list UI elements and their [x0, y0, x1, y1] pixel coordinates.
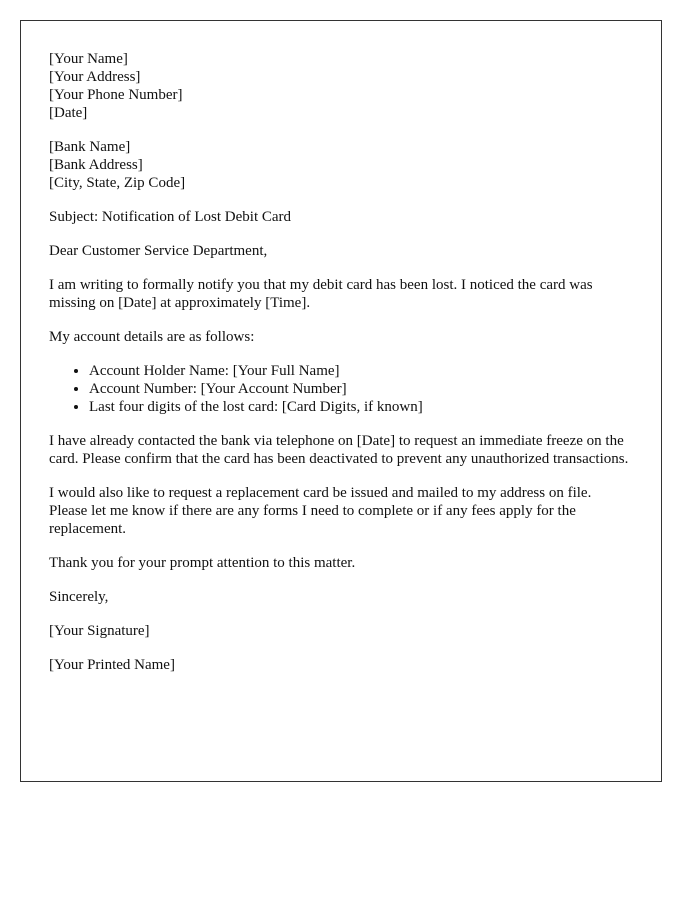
salutation: Dear Customer Service Department,	[49, 243, 268, 259]
letter-page	[20, 20, 662, 782]
printed-name-placeholder: [Your Printed Name]	[49, 657, 175, 673]
closing: Sincerely,	[49, 589, 109, 605]
intro-paragraph: I am writing to formally notify you that my debit card has been lost. I noticed the card was missing on [Date] at approximately [Time].	[49, 277, 593, 311]
bank-city-state-zip: [City, State, Zip Code]	[49, 175, 186, 191]
sender-address: [Your Address]	[49, 69, 141, 85]
freeze-paragraph: I have already contacted the bank via telephone on [Date] to request an immediate freeze on the card. Please confirm that the card has been deactivated to prevent any unauthorized transactions.	[49, 433, 629, 467]
signature-placeholder: [Your Signature]	[49, 623, 150, 639]
bank-address: [Bank Address]	[49, 157, 143, 173]
account-details-list	[49, 362, 633, 416]
sender-block	[49, 50, 633, 122]
card-digits-item: • Last four digits of the lost card: [Card Digits, if known]	[89, 398, 633, 416]
letter-date: [Date]	[49, 105, 88, 121]
thanks-paragraph: Thank you for your prompt attention to this matter.	[49, 555, 356, 571]
subject-line: Subject: Notification of Lost Debit Card	[49, 209, 292, 225]
sender-name: [Your Name]	[49, 51, 128, 67]
account-holder-name-item: • Account Holder Name: [Your Full Name]	[89, 362, 633, 380]
account-details-intro: My account details are as follows:	[49, 329, 255, 345]
sender-phone: [Your Phone Number]	[49, 87, 183, 103]
account-number-item: • Account Number: [Your Account Number]	[89, 380, 633, 398]
recipient-block	[49, 138, 633, 192]
replacement-paragraph: I would also like to request a replacement card be issued and mailed to my address on file. Please let me know if there are any forms I need to complete or if any fees apply for the replacement.	[49, 485, 592, 537]
bank-name: [Bank Name]	[49, 139, 131, 155]
